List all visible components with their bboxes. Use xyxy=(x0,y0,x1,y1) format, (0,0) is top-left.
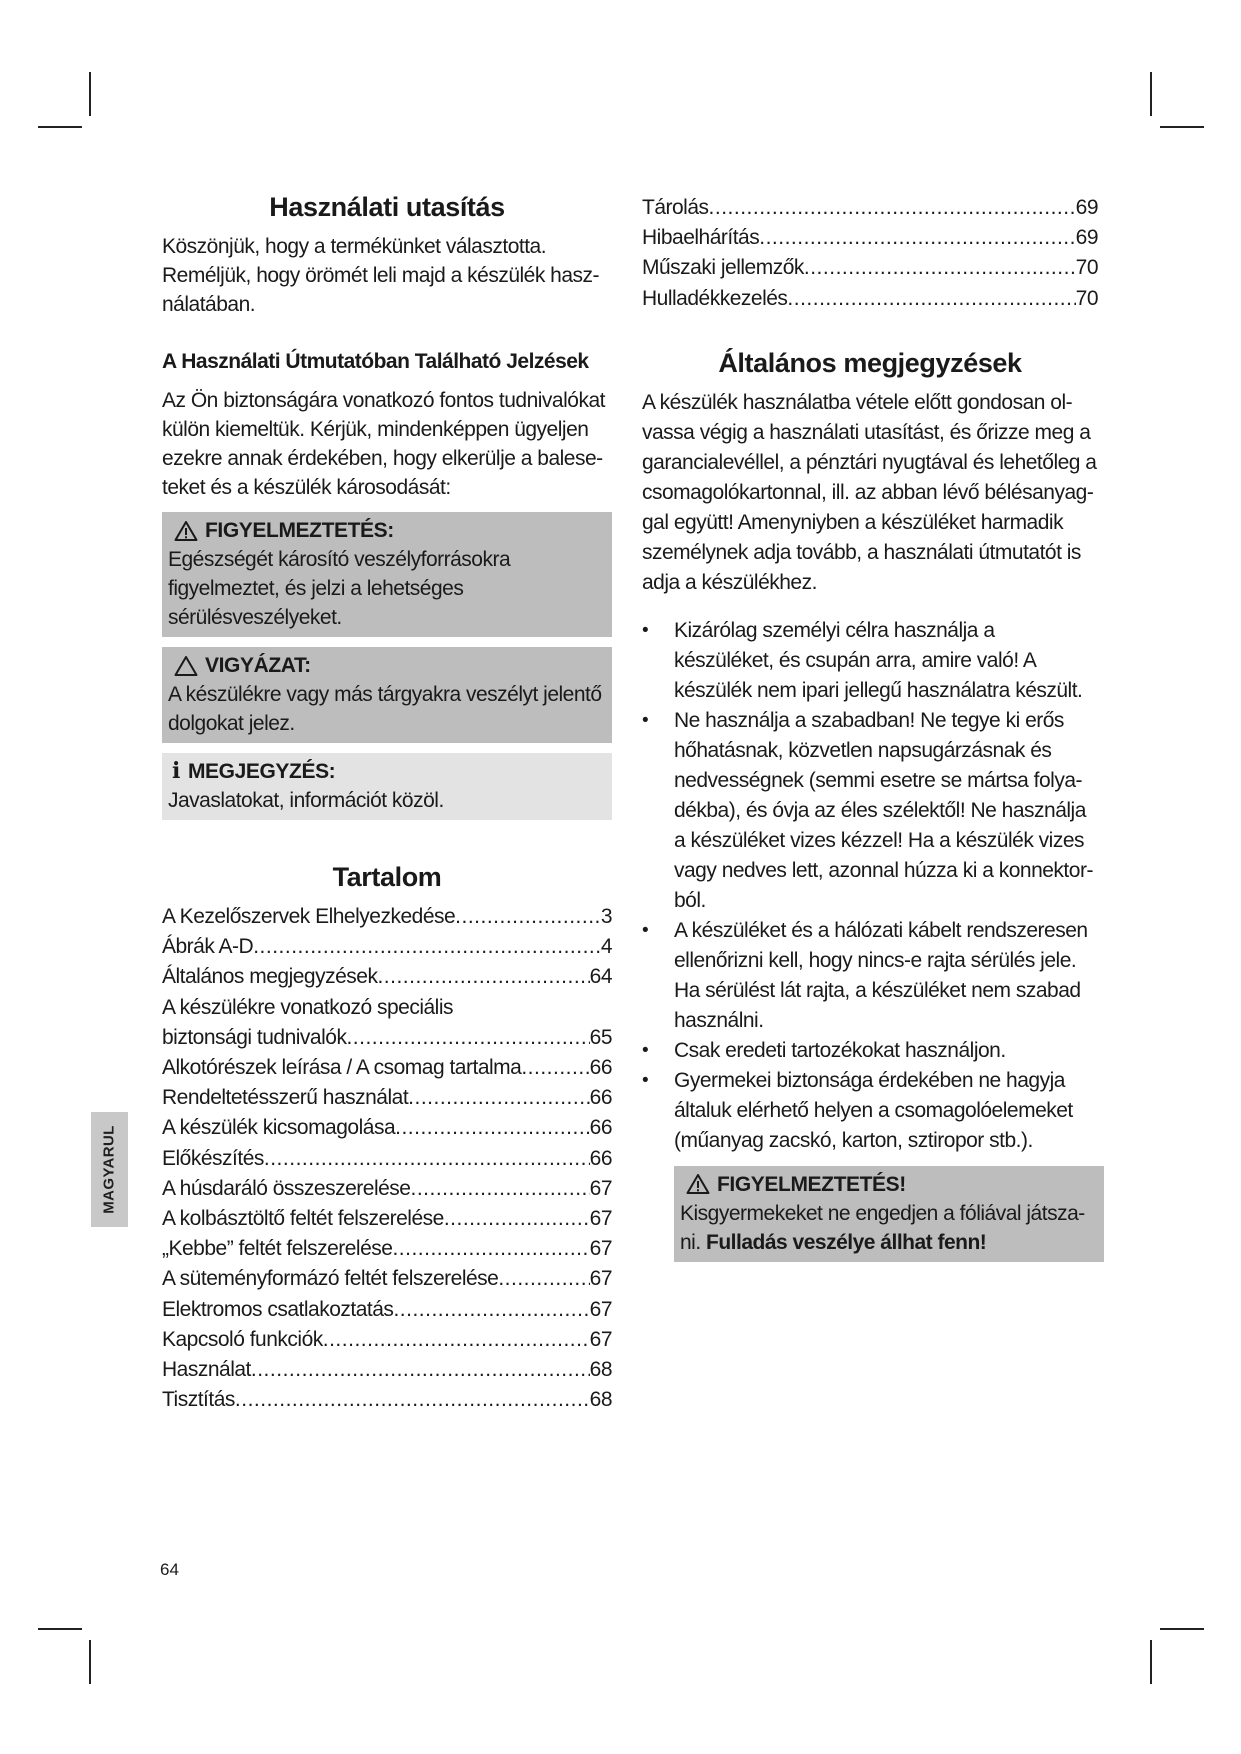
toc-entry xyxy=(642,253,1098,283)
toc-leader-dots xyxy=(377,962,589,992)
toc-entry xyxy=(162,1385,612,1415)
child-warning-box xyxy=(674,1166,1104,1262)
toc-entry xyxy=(162,1113,612,1143)
toc-entry-label: biztonsági tudnivalók xyxy=(162,1025,347,1049)
toc-entry-page: 67 xyxy=(589,1237,612,1261)
warning-box xyxy=(162,512,612,637)
toc-entry xyxy=(162,1053,612,1083)
crop-mark xyxy=(1160,1628,1204,1630)
toc-entry xyxy=(162,993,612,1023)
toc-entry-page: 64 xyxy=(589,965,612,989)
toc-entry-label: Használat xyxy=(162,1358,251,1382)
toc-entry-label: Tisztítás xyxy=(162,1388,235,1412)
toc-leader-dots xyxy=(346,1023,589,1053)
caution-title: VIGYÁZAT: xyxy=(205,654,311,677)
toc-list-continued xyxy=(642,193,1098,314)
toc-leader-dots xyxy=(323,1325,590,1355)
toc-entry-label: „Kebbe” feltét felszerelése xyxy=(162,1237,393,1261)
toc-entry xyxy=(642,223,1098,253)
toc-entry-page: 67 xyxy=(589,1297,612,1321)
toc-entry xyxy=(162,1174,612,1204)
toc-entry xyxy=(162,1023,612,1053)
toc-entry-page: 66 xyxy=(589,1146,612,1170)
toc-entry-page: 68 xyxy=(589,1358,612,1382)
safety-bullet-list xyxy=(642,616,1098,1156)
toc-entry-label: Általános megjegyzések xyxy=(162,965,378,989)
toc-entry-page: 3 xyxy=(600,905,612,928)
toc-leader-dots xyxy=(251,1355,590,1385)
symbols-text: Az Ön biztonságára vonatkozó fontos tudnivalókat külön kiemeltük. Kérjük, mindenképpen ügyeljen ezekre annak érdekében, hogy elkerülje a baleseteket és a készülék károsodását: xyxy=(162,389,605,499)
caution-text: A készülékre vagy más tárgyakra veszélyt jelentő dolgokat jelez. xyxy=(168,683,602,735)
toc-leader-dots xyxy=(235,1385,590,1415)
toc-entry xyxy=(162,962,612,992)
toc-entry xyxy=(162,1234,612,1264)
toc-entry-page: 67 xyxy=(589,1267,612,1291)
toc-entry-label: Tárolás xyxy=(642,196,709,219)
crop-mark xyxy=(38,126,82,128)
toc-entry-label: Műszaki jellemzők xyxy=(642,256,804,280)
toc-entry-label: A készülékre vonatkozó speciális xyxy=(162,995,453,1019)
toc-entry-page: 66 xyxy=(589,1086,612,1110)
toc-leader-dots xyxy=(804,253,1076,283)
toc-entry-page: 65 xyxy=(589,1025,612,1049)
toc-entry-label: Ábrák A-D xyxy=(162,935,254,959)
toc-list xyxy=(162,902,612,1415)
toc-entry-page: 69 xyxy=(1075,196,1098,219)
child-warning-title: FIGYELMEZTETÉS! xyxy=(717,1172,906,1196)
toc-entry-label: A süteményformázó feltét felszerelése xyxy=(162,1267,499,1291)
page-number: 64 xyxy=(160,1560,179,1579)
toc-leader-dots xyxy=(411,1174,590,1204)
left-column xyxy=(162,190,612,1415)
crop-mark xyxy=(1150,1640,1152,1684)
crop-mark xyxy=(38,1628,82,1630)
toc-leader-dots xyxy=(787,284,1075,314)
toc-leader-dots xyxy=(444,1204,590,1234)
note-title: MEGJEGYZÉS: xyxy=(187,760,336,783)
warning-icon xyxy=(686,1173,710,1195)
crop-mark xyxy=(89,1640,91,1684)
warning-text: Egészségét károsító veszélyforrásokra figyelmeztet, és jelzi a lehetséges sérülésveszélyeket. xyxy=(168,548,511,629)
general-notes-text: A készülék használatba vétele előtt gondosan olvassa végig a használati utasítást, és őrizze meg a garancialevéllel, a pénztári nyugtával és lehetőleg a csomagolókartonnal, ill. az abban lévő bélésanyaggal együtt! Amenyniyben a készüléket harmadik személynek adja tovább, a használati útmutatót is adja a készülékhez. xyxy=(642,390,1097,594)
warning-icon xyxy=(174,520,198,542)
toc-title: Tartalom xyxy=(332,862,442,892)
toc-entry-label: A kolbásztöltő feltét felszerelése xyxy=(162,1207,444,1231)
toc-entry-label: A húsdaráló összeszerelése xyxy=(162,1176,411,1200)
child-warning-bold: Fulladás veszélye állhat fenn! xyxy=(706,1230,987,1254)
toc-entry-page: 4 xyxy=(600,935,612,959)
language-label: MAGYARUL xyxy=(101,1125,119,1214)
crop-mark xyxy=(1160,126,1204,128)
toc-entry-page: 66 xyxy=(589,1056,612,1080)
toc-leader-dots xyxy=(392,1234,589,1264)
toc-leader-dots xyxy=(455,902,601,932)
toc-entry-label: Hibaelhárítás xyxy=(642,226,760,250)
toc-leader-dots xyxy=(395,1113,590,1143)
toc-entry-label: Rendeltetésszerű használat xyxy=(162,1086,409,1110)
toc-leader-dots xyxy=(393,1295,589,1325)
toc-entry-label: A Kezelőszervek Elhelyezkedése xyxy=(162,905,456,928)
toc-entry-page: 67 xyxy=(589,1327,612,1351)
toc-leader-dots xyxy=(264,1144,590,1174)
toc-leader-dots xyxy=(709,193,1076,223)
toc-entry xyxy=(162,1144,612,1174)
toc-leader-dots xyxy=(253,932,601,962)
toc-entry-label: Hulladékkezelés xyxy=(642,286,788,310)
symbols-heading: A Használati Útmutatóban Található Jelzések xyxy=(162,350,589,373)
toc-entry-page: 66 xyxy=(589,1116,612,1140)
toc-entry-label: Kapcsoló funkciók xyxy=(162,1327,323,1351)
toc-entry-page: 67 xyxy=(589,1176,612,1200)
toc-leader-dots xyxy=(498,1264,589,1294)
crop-mark xyxy=(1150,72,1152,116)
caution-icon xyxy=(174,655,198,677)
toc-entry xyxy=(162,1204,612,1234)
page-title: Használati utasítás xyxy=(269,192,505,222)
toc-entry xyxy=(162,902,612,932)
toc-entry-label: Alkotórészek leírása / A csomag tartalma xyxy=(162,1056,522,1080)
toc-entry xyxy=(642,284,1098,314)
toc-entry xyxy=(642,193,1098,223)
toc-entry xyxy=(162,932,612,962)
toc-entry xyxy=(162,1083,612,1113)
note-box xyxy=(162,753,612,820)
toc-entry xyxy=(162,1295,612,1325)
toc-entry-page: 67 xyxy=(589,1207,612,1231)
toc-entry-label: A készülék kicsomagolása xyxy=(162,1116,396,1140)
toc-entry-page: 70 xyxy=(1075,286,1098,310)
info-icon: i xyxy=(172,758,180,784)
warning-title: FIGYELMEZTETÉS: xyxy=(205,519,394,542)
right-column xyxy=(642,193,1098,1262)
list-item: • Gyermekei biztonsága érdekében ne hagyja általuk elérhető helyen a csomagolóelemeket (műanyag zacskó, karton, sztiropor stb.). xyxy=(642,1066,1098,1156)
toc-leader-dots xyxy=(408,1083,589,1113)
toc-entry-label: Elektromos csatlakoztatás xyxy=(162,1297,394,1321)
crop-mark xyxy=(89,72,91,116)
list-item: • Csak eredeti tartozékokat használjon. xyxy=(642,1036,1098,1066)
list-item: • A készüléket és a hálózati kábelt rendszeresen ellenőrizni kell, hogy nincs-e rajta sérülés jele. Ha sérülést lát rajta, a készüléket nem szabad használni. xyxy=(642,916,1098,1036)
general-notes-title: Általános megjegyzések xyxy=(718,347,1022,378)
note-text: Javaslatokat, információt közöl. xyxy=(168,789,444,812)
caution-box xyxy=(162,647,612,743)
language-side-tab xyxy=(91,1112,128,1227)
toc-leader-dots xyxy=(759,223,1075,253)
toc-entry-page: 69 xyxy=(1075,226,1098,250)
toc-entry-label: Előkészítés xyxy=(162,1146,264,1170)
intro-text: Köszönjük, hogy a termékünket választotta. Reméljük, hogy örömét leli majd a készülék használatában. xyxy=(162,235,600,316)
toc-entry xyxy=(162,1355,612,1385)
child-warning-text: Kisgyermekeket ne engedjen a fóliával játszani. xyxy=(680,1201,1086,1254)
list-item: • Kizárólag személyi célra használja a készüléket, és csupán arra, amire való! A készülék nem ipari jellegű használatra készült. xyxy=(642,616,1098,706)
toc-entry xyxy=(162,1325,612,1355)
toc-entry-page: 70 xyxy=(1075,256,1098,280)
list-item: • Ne használja a szabadban! Ne tegye ki erős hőhatásnak, közvetlen napsugárzásnak és nedvességnek (semmi esetre se mártsa folyadékba), és óvja az éles szélektől! Ne használja a készüléket vizes kézzel! Ha a készülék vizes vagy nedves lett, azonnal húzza ki a konnektorból. xyxy=(642,706,1098,916)
toc-entry-page: 68 xyxy=(589,1388,612,1412)
toc-leader-dots xyxy=(521,1053,589,1083)
toc-entry xyxy=(162,1264,612,1294)
